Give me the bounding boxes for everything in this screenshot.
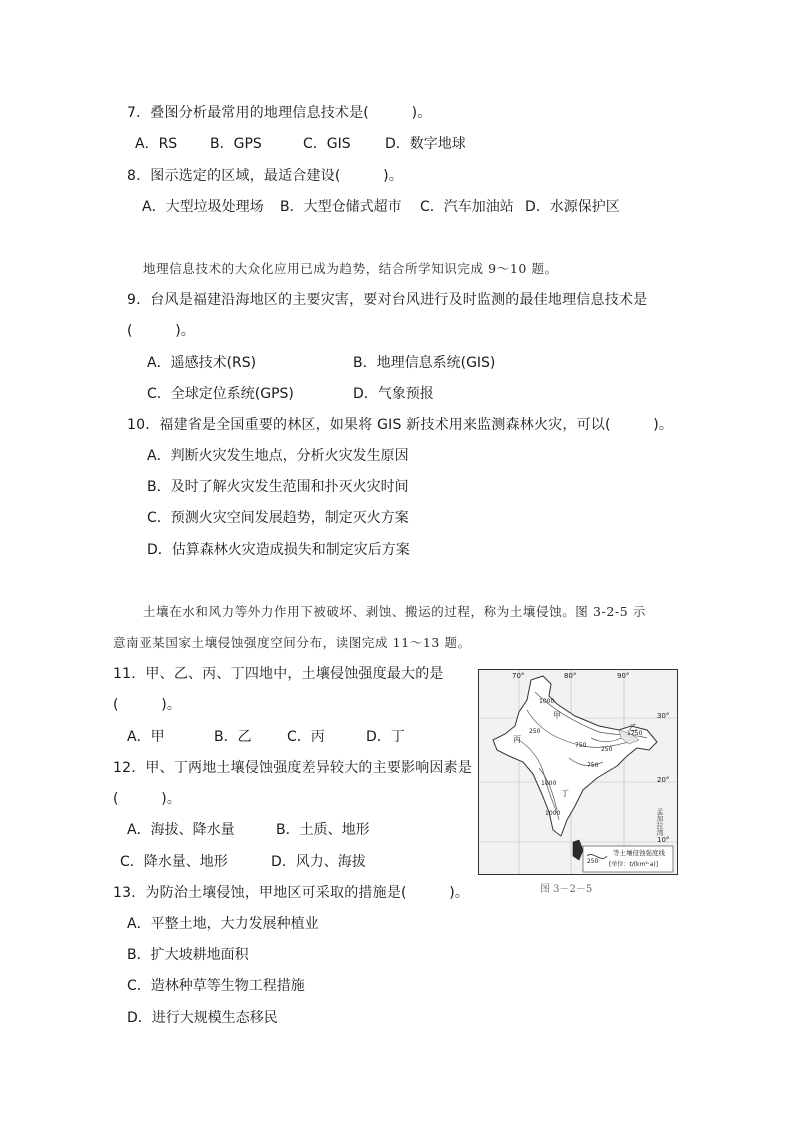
intro-11-13-line2: 意南亚某国家土壤侵蚀强度空间分布，读图完成 11～13 题。	[113, 635, 471, 650]
contour-label: 250	[529, 728, 541, 735]
question-12-stem-cont: ( )。	[113, 791, 182, 807]
q7-option-d: D．数字地球	[385, 136, 466, 152]
intro-9-10: 地理信息技术的大众化应用已成为趋势，结合所学知识完成 9～10 题。	[143, 261, 558, 276]
lat-label-10: 10°	[657, 836, 670, 844]
question-11-stem-cont: ( )。	[113, 697, 182, 713]
contour-label: 1000	[539, 698, 555, 705]
q7-option-a: A．RS	[135, 136, 178, 152]
question-9-stem: 9．台风是福建沿海地区的主要灾害，要对台风进行及时监测的最佳地理信息技术是	[127, 292, 648, 308]
contour-label: 750	[587, 762, 599, 769]
place-label-ding: 丁	[561, 789, 569, 798]
question-13-stem: 13．为防治土壤侵蚀，甲地区可采取的措施是( )。	[113, 885, 470, 901]
q11-option-a: A．甲	[127, 729, 165, 745]
q10-option-c: C．预测火灾空间发展趋势，制定灭火方案	[147, 510, 409, 526]
q8-option-b: B．大型仓储式超市	[280, 199, 402, 215]
q10-option-a: A．判断火灾发生地点，分析火灾发生原因	[147, 448, 409, 464]
q8-option-d: D．水源保护区	[525, 199, 620, 215]
contour-label: 250	[601, 746, 613, 753]
q10-option-d: D．估算森林火灾造成损失和制定灾后方案	[147, 542, 410, 558]
q13-option-c: C．造林种草等生物工程措施	[127, 978, 305, 994]
contour-label: 1250	[627, 730, 643, 737]
lat-label-30: 30°	[657, 712, 670, 720]
lon-label-90: 90°	[617, 672, 630, 680]
q10-option-b: B．及时了解火灾发生范围和扑灭火灾时间	[147, 479, 409, 495]
legend-unit: [单位：t/(km²·a)]	[609, 861, 659, 868]
q13-option-b: B．扩大坡耕地面积	[127, 947, 249, 963]
place-label-yi: 乙	[629, 723, 637, 732]
lon-label-70: 70°	[512, 672, 525, 680]
question-11-stem: 11．甲、乙、丙、丁四地中，土壤侵蚀强度最大的是	[113, 666, 444, 682]
q12-option-d: D．风力、海拔	[271, 854, 366, 870]
question-7-stem: 7．叠图分析最常用的地理信息技术是( )。	[127, 105, 432, 121]
q12-option-c: C．降水量、地形	[120, 854, 228, 870]
legend-sample-value: 250	[587, 858, 599, 865]
q12-option-a: A．海拔、降水量	[127, 822, 235, 838]
place-label-jia: 甲	[553, 711, 561, 720]
q11-option-b: B．乙	[214, 729, 252, 745]
legend-title: 等土壤侵蚀强度线	[613, 849, 665, 857]
contour-label: 1000	[541, 780, 557, 787]
q9-option-c: C．全球定位系统(GPS)	[147, 386, 294, 402]
q13-option-d: D．进行大规模生态移民	[127, 1010, 278, 1026]
q13-option-a: A．平整土地，大力发展种植业	[127, 916, 319, 932]
q9-option-d: D．气象预报	[353, 386, 434, 402]
q12-option-b: B．土质、地形	[276, 822, 370, 838]
map-drawing	[479, 670, 677, 874]
question-12-stem: 12．甲、丁两地土壤侵蚀强度差异较大的主要影响因素是	[113, 760, 473, 776]
place-label-bing: 丙	[513, 735, 521, 744]
lon-label-80: 80°	[564, 672, 577, 680]
contour-label: 1000	[545, 810, 561, 817]
question-8-stem: 8．图示选定的区域，最适合建设( )。	[127, 168, 404, 184]
map-caption: 图 3－2－5	[540, 884, 593, 895]
q7-option-c: C．GIS	[303, 136, 351, 152]
intro-11-13-line1: 土壤在水和风力等外力作用下被破坏、剥蚀、搬运的过程，称为土壤侵蚀。图 3-2-5 示	[143, 604, 646, 619]
question-10-stem: 10．福建省是全国重要的林区，如果将 GIS 新技术用来监测森林火灾，可以( )。	[127, 417, 674, 433]
contour-label: 750	[575, 742, 587, 749]
lat-label-20: 20°	[657, 776, 670, 784]
q8-option-a: A．大型垃圾处理场	[142, 199, 264, 215]
q9-option-b: B．地理信息系统(GIS)	[353, 355, 496, 371]
soil-erosion-map	[478, 669, 678, 875]
sea-label: 孟加拉湾	[656, 808, 664, 836]
q9-option-a: A．遥感技术(RS)	[147, 355, 257, 371]
q11-option-d: D．丁	[366, 729, 405, 745]
q8-option-c: C．汽车加油站	[420, 199, 514, 215]
q7-option-b: B．GPS	[210, 136, 262, 152]
question-9-stem-cont: ( )。	[127, 323, 196, 339]
q11-option-c: C．丙	[287, 729, 325, 745]
